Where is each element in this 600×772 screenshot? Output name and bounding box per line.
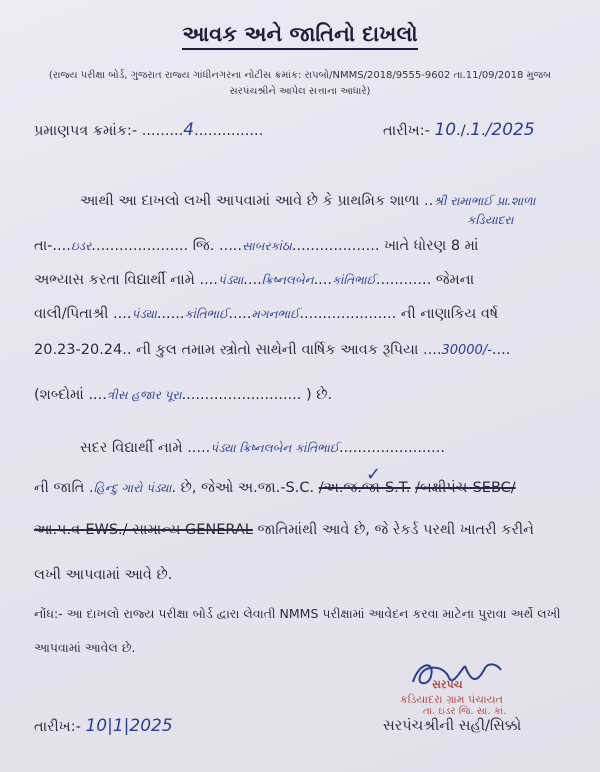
checkmark-icon: ✓	[366, 464, 382, 485]
school-village: કડિયાદરા	[467, 213, 514, 227]
body-line-2: તા-....ઇડર..................... જિ. .....સાબરકાંઠા................... ખાતે ધોરણ 8 માં	[34, 238, 479, 254]
district-value: સાબરકાંઠા	[242, 239, 292, 253]
guardian-surname: પંડ્યા	[131, 307, 157, 321]
year-to: -20.24	[75, 342, 123, 358]
category-general: / સામાન્ય GENERAL	[122, 522, 253, 538]
body-line-7: સદર વિદ્યાર્થી નામે .....પંડ્યા ક્રિષ્નલબેન કાંતિભાઈ.......................	[80, 440, 445, 456]
guardian-father-name: મગનભાઈ	[251, 307, 300, 321]
certificate-number-value: 4	[183, 120, 195, 140]
student-surname: પંડ્યા	[217, 273, 244, 287]
district-label: જિ.	[192, 238, 215, 254]
certificate-date-day: 10	[434, 120, 457, 140]
body-line-9: આ.પ.વ-EWS./ સામાન્ય GENERAL જાતિમાંથી આવે છે, જે રેકર્ડ પરથી ખાતરી કરીને	[34, 522, 534, 538]
certificate-date-month: 1	[470, 120, 482, 140]
certificate-number-row: પ્રમાણપત્ર ક્રમાંક:- .........4...............	[34, 120, 264, 140]
stamp-place: કડિયાદરા ગ્રામ પંચાયત	[400, 693, 503, 706]
taluka-value: ઇડર	[70, 239, 92, 253]
body-line-6: (શબ્દોમાં ....ત્રીસ હજાર પૂરા.......................... ) છે.	[34, 387, 333, 403]
reference-line-1: (રાજ્ય પરીક્ષા બોર્ડ, ગુજરાત રાજ્ય ગાંધીનગરના નોટીસ ક્રમાંક: રાપબો/NMMS/2018/9555-9602 તા.11/09/2018 મુજબ	[48, 70, 552, 81]
income-value: 30000/-	[441, 343, 492, 358]
certificate-date-row: તારીખ:- 10./.1./2025	[383, 120, 535, 140]
income-in-words: ત્રીસ હજાર પૂરા	[106, 388, 182, 402]
school-name: શ્રી રામાભાઈ પ્રા.શાળા	[433, 194, 536, 208]
category-st: /અ.જ.જા-S.T.	[318, 480, 411, 496]
certificate-number-label: પ્રમાણપત્ર ક્રમાંક:-	[34, 123, 138, 139]
footer-date-value: 10|1|2025	[85, 716, 173, 736]
student-father-name: કાંતિભાઈ	[332, 273, 376, 287]
body-line-5: 20.23-20.24.. ની કુલ તમામ સ્ત્રોતો સાથેની વાર્ષિક આવક રૂપિયા ....30000/-....	[34, 342, 511, 358]
document-title: આવક અને જાતિનો દાખલો	[0, 22, 600, 47]
reference-line-2: સરપંચશ્રીને આપેલ સત્તાના આધારે)	[229, 86, 371, 97]
stamp-title: સરપંચ	[432, 678, 463, 691]
signature-mark	[405, 656, 525, 692]
guardian-first-name: કાંતિભાઈ	[184, 307, 229, 321]
category-sc: અ.જા.-S.C.	[237, 480, 315, 496]
signature-label: સરપંચશ્રીની સહી/સિક્કો	[383, 718, 522, 734]
standard-text: ખાતે ધોરણ 8 માં	[384, 238, 479, 254]
body-line-3: અભ્યાસ કરતા વિદ્યાર્થી નામે ....પંડ્યા....ક્રિષ્નલબેન....કાંતિભાઈ............ જેમના	[34, 272, 475, 288]
taluka-label: તા-	[34, 238, 53, 254]
caste-value: હિન્દુ ગારો પંડ્યા	[93, 481, 172, 495]
category-sebc: /બક્ષીપંચ-SEBC/	[415, 480, 516, 496]
stamp-district: તા. ઇડર જિ. સા. કાં.	[423, 706, 507, 717]
student-full-name: પંડ્યા ક્રિષ્નલબેન કાંતિભાઈ	[210, 441, 339, 455]
student-first-name: ક્રિષ્નલબેન	[261, 273, 314, 287]
closing-line: લખી આપવામાં આવે છે.	[34, 567, 173, 583]
category-ews: આ.પ.વ-EWS.	[34, 522, 123, 538]
footer-date-label: તારીખ:-	[34, 719, 81, 735]
note-line-1: નોંધ:- આ દાખલો રાજ્ય પરીક્ષા બોર્ડ દ્વારા લેવાતી NMMS પરીક્ષામાં આવેદન કરવા માટેના પુરાવા અર્થે લખી	[34, 606, 561, 621]
body-line-1: આથી આ દાખલો લખી આપવામાં આવે છે કે પ્રાથમિક શાળા ..શ્રી રામાભાઈ પ્રા.શાળા	[80, 193, 536, 209]
body-line-8: ની જાતિ .હિન્દુ ગારો પંડ્યા. છે, જેઓ અ.જા.-S.C. /અ.જ.જા-S.T. /બક્ષીપંચ-SEBC/	[34, 480, 516, 496]
note-line-2: આપવામાં આવેલ છે.	[34, 640, 136, 655]
footer-date-row	[34, 716, 173, 736]
certificate-date-year: /2025	[485, 120, 535, 140]
year-from: 20.23	[34, 342, 76, 358]
body-line-4: વાલી/પિતાશ્રી ....પંડ્યા......કાંતિભાઈ.....મગનભાઈ..................... ની નાણાકિય વર્ષ	[34, 306, 499, 322]
certificate-date-label: તારીખ:-	[383, 123, 430, 139]
